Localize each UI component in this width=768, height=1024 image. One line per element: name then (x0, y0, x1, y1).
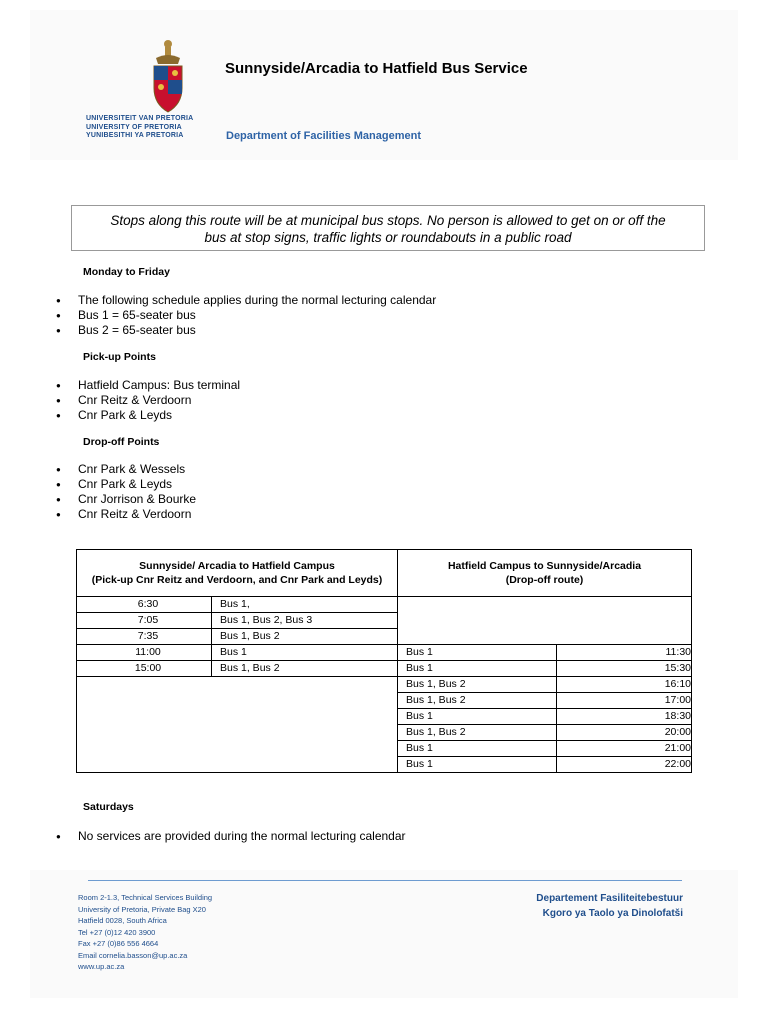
table-row: Bus 1, Bus 2 16:10 (77, 677, 692, 693)
list-item: ● Cnr Jorrison & Bourke (56, 492, 196, 507)
table-row: Bus 1, Bus 2 17:00 (77, 693, 692, 709)
footer-address: Room 2-1.3, Technical Services Building University of Pretoria, Private Bag X20 Hatfield 0028, South Africa Tel +27 (0)12 420 3900 Fax +27 (0)86 556 4664 Email cornelia.basson@up.ac.za www.up.ac.za (78, 893, 213, 971)
department-name: Department of Facilities Management (226, 130, 421, 142)
university-names: UNIVERSITEIT VAN PRETORIA UNIVERSITY OF PRETORIA YUNIBESITHI YA PRETORIA (86, 115, 194, 139)
list-item: ● Bus 2 = 65-seater bus (56, 323, 436, 338)
table-row: Bus 1 21:00 (77, 741, 692, 757)
footer-email-link[interactable]: Email cornelia.basson@up.ac.za (78, 950, 188, 960)
return-header: Hatfield Campus to Sunnyside/Arcadia (Drop-off route) (398, 550, 692, 597)
list-item: ● Cnr Reitz & Verdoorn (56, 507, 196, 522)
weekday-heading: Monday to Friday (83, 266, 170, 278)
footer-divider (88, 880, 682, 881)
list-item: ● Bus 1 = 65-seater bus (56, 308, 436, 323)
empty-outbound-cell (77, 677, 398, 773)
bus-schedule-table (76, 549, 692, 773)
saturday-list (56, 829, 406, 844)
list-item: ● Cnr Reitz & Verdoorn (56, 393, 240, 408)
table-row: 15:00 Bus 1, Bus 2 Bus 1 15:30 (77, 661, 692, 677)
list-item: ● Hatfield Campus: Bus terminal (56, 378, 240, 393)
weekday-list (56, 293, 436, 338)
table-row: Bus 1 18:30 (77, 709, 692, 725)
footer-department-names: Departement Fasiliteitebestuur Kgoro ya Taolo ya Dinolofatši (536, 893, 683, 919)
list-item: ● Cnr Park & Leyds (56, 408, 240, 423)
table-row: 11:00 Bus 1 Bus 1 11:30 (77, 645, 692, 661)
footer-website-link[interactable]: www.up.ac.za (78, 962, 125, 971)
outbound-header: Sunnyside/ Arcadia to Hatfield Campus (Pick-up Cnr Reitz and Verdoorn, and Cnr Park and Leyds) (77, 550, 398, 597)
table-row: 6:30 Bus 1, (77, 597, 692, 613)
saturday-heading: Saturdays (83, 801, 134, 813)
table-row: Bus 1 22:00 (77, 757, 692, 773)
list-item: ● The following schedule applies during the normal lecturing calendar (56, 293, 436, 308)
empty-return-cell (398, 597, 692, 645)
list-item: ● No services are provided during the normal lecturing calendar (56, 829, 406, 844)
university-crest-logo (148, 38, 188, 118)
dropoff-heading: Drop-off Points (83, 436, 160, 448)
list-item: ● Cnr Park & Leyds (56, 477, 196, 492)
table-row: Bus 1, Bus 2 20:00 (77, 725, 692, 741)
notice-box: Stops along this route will be at municipal bus stops. No person is allowed to get on or off the bus at stop signs, traffic lights or roundabouts in a public road (71, 205, 705, 251)
list-item: ● Cnr Park & Wessels (56, 462, 196, 477)
dropoff-list (56, 462, 196, 522)
pickup-heading: Pick-up Points (83, 351, 156, 363)
document-title: Sunnyside/Arcadia to Hatfield Bus Service (225, 60, 528, 77)
table-row: 7:35 Bus 1, Bus 2 (77, 629, 692, 645)
table-row: 7:05 Bus 1, Bus 2, Bus 3 (77, 613, 692, 629)
pickup-list (56, 378, 240, 423)
